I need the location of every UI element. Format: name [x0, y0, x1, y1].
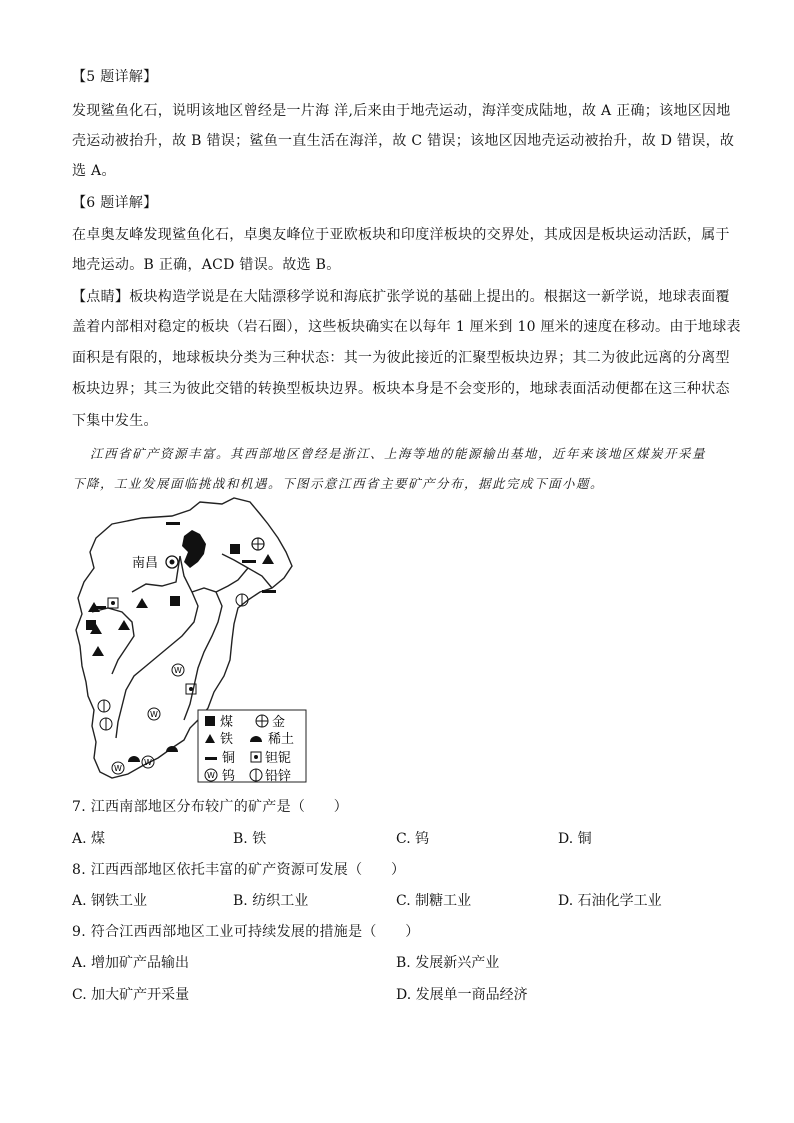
note-text-line: 板块边界；其三为彼此交错的转换型板块边界。板块本身是不会变形的，地球表面活动便都在这三种状态	[72, 381, 730, 397]
option-d[interactable]: D. 石油化学工业	[558, 893, 662, 909]
lead-zinc-icon	[98, 700, 110, 712]
legend-label-coal: 煤	[220, 715, 234, 730]
option-c[interactable]: C. 加大矿产开采量	[72, 987, 190, 1003]
svg-text:W: W	[207, 771, 215, 780]
rare-earth-icon	[166, 746, 178, 752]
legend-label-tungsten: 钨	[222, 769, 236, 784]
question-stem: 7. 江西南部地区分布较广的矿产是（ ）	[72, 799, 349, 815]
iron-icon	[136, 598, 148, 608]
q6-text-line: 在卓奥友峰发现鲨鱼化石，卓奥友峰位于亚欧板块和印度洋板块的交界处，其成因是板块运动活跃，属于	[72, 227, 730, 243]
iron-icon	[118, 620, 130, 630]
legend-label-iron: 铁	[220, 732, 234, 747]
svg-text:W: W	[114, 764, 122, 773]
option-a[interactable]: A. 钢铁工业	[72, 893, 148, 909]
poyang-lake	[182, 530, 206, 568]
river-line	[92, 608, 134, 674]
legend-label-rare-earth: 稀土	[268, 732, 295, 747]
option-b[interactable]: B. 铁	[233, 831, 267, 847]
lead-zinc-icon	[236, 594, 248, 606]
copper-icon	[166, 522, 180, 525]
legend-label-lead-zinc: 铅锌	[265, 769, 292, 784]
option-b[interactable]: B. 发展新兴产业	[396, 955, 500, 971]
option-c[interactable]: C. 制糖工业	[396, 893, 472, 909]
river-line	[216, 568, 248, 592]
q5-heading: 【5 题详解】	[72, 69, 158, 85]
option-b[interactable]: B. 纺织工业	[233, 893, 309, 909]
q6-heading: 【6 题详解】	[72, 195, 158, 211]
question-stem: 8. 江西西部地区依托丰富的矿产资源可发展（ ）	[72, 862, 406, 878]
copper-icon	[94, 606, 106, 609]
coal-icon	[230, 544, 240, 554]
gold-icon	[252, 538, 264, 550]
q5-text-line: 壳运动被抬升，故 B 错误；鲨鱼一直生活在海洋，故 C 错误；该地区因地壳运动被抬升，故 D 错误，故	[72, 133, 735, 149]
map-legend	[198, 710, 306, 784]
tungsten-icon	[172, 664, 184, 676]
option-a[interactable]: A. 增加矿产品输出	[72, 955, 190, 971]
river-line	[184, 588, 222, 720]
option-c[interactable]: C. 钨	[396, 831, 430, 847]
intro-text-line: 下降，工业发展面临挑战和机遇。下图示意江西省主要矿产分布，据此完成下面小题。	[72, 476, 605, 491]
q6-text-line: 地壳运动。B 正确，ACD 错误。故选 B。	[72, 257, 341, 273]
city-label-nanchang: 南昌	[132, 556, 159, 571]
coal-icon	[170, 596, 180, 606]
q5-text-line: 发现鲨鱼化石，说明该地区曾经是一片海 洋,后来由于地壳运动，海洋变成陆地，故 A 正确；该地区因地	[72, 103, 731, 119]
svg-text:W: W	[144, 758, 152, 767]
river-line	[222, 554, 272, 588]
q5-text-line: 选 A。	[72, 163, 116, 179]
tungsten-icon	[112, 762, 124, 774]
iron-icon	[262, 554, 274, 564]
question-stem: 9. 符合江西西部地区工业可持续发展的措施是（ ）	[72, 924, 420, 940]
intro-text-line: 江西省矿产资源丰富。其西部地区曾经是浙江、上海等地的能源输出基地，近年来该地区煤炭开采量	[90, 446, 707, 461]
option-a[interactable]: A. 煤	[72, 831, 106, 847]
rare-earth-icon	[128, 756, 140, 762]
note-text-line: 面积是有限的，地球板块分类为三种状态：其一为彼此接近的汇聚型板块边界；其二为彼此远离的分离型	[72, 350, 730, 366]
option-d[interactable]: D. 发展单一商品经济	[396, 987, 528, 1003]
copper-icon	[242, 560, 256, 563]
lead-zinc-icon	[100, 718, 112, 730]
tungsten-icon	[142, 756, 154, 768]
tantalum-niobium-icon	[108, 598, 118, 608]
note-text-line: 【点睛】板块构造学说是在大陆漂移学说和海底扩张学说的基础上提出的。根据这一新学说，地球表面覆	[72, 289, 730, 305]
svg-text:W: W	[150, 710, 158, 719]
option-d[interactable]: D. 铜	[558, 831, 592, 847]
svg-text:W: W	[174, 666, 182, 675]
legend-label-gold: 金	[272, 715, 286, 730]
legend-label-tantalum-niobium: 钽铌	[265, 751, 292, 766]
note-text-line: 盖着内部相对稳定的板块（岩石圈），这些板块确实在以每年 1 厘米到 10 厘米的速度在移动。由于地球表	[72, 319, 741, 335]
jiangxi-mineral-map	[72, 496, 312, 786]
note-text-line: 下集中发生。	[72, 413, 158, 429]
legend-label-copper: 铜	[222, 751, 236, 766]
copper-icon	[262, 590, 276, 593]
tungsten-icon	[148, 708, 160, 720]
iron-icon	[92, 646, 104, 656]
